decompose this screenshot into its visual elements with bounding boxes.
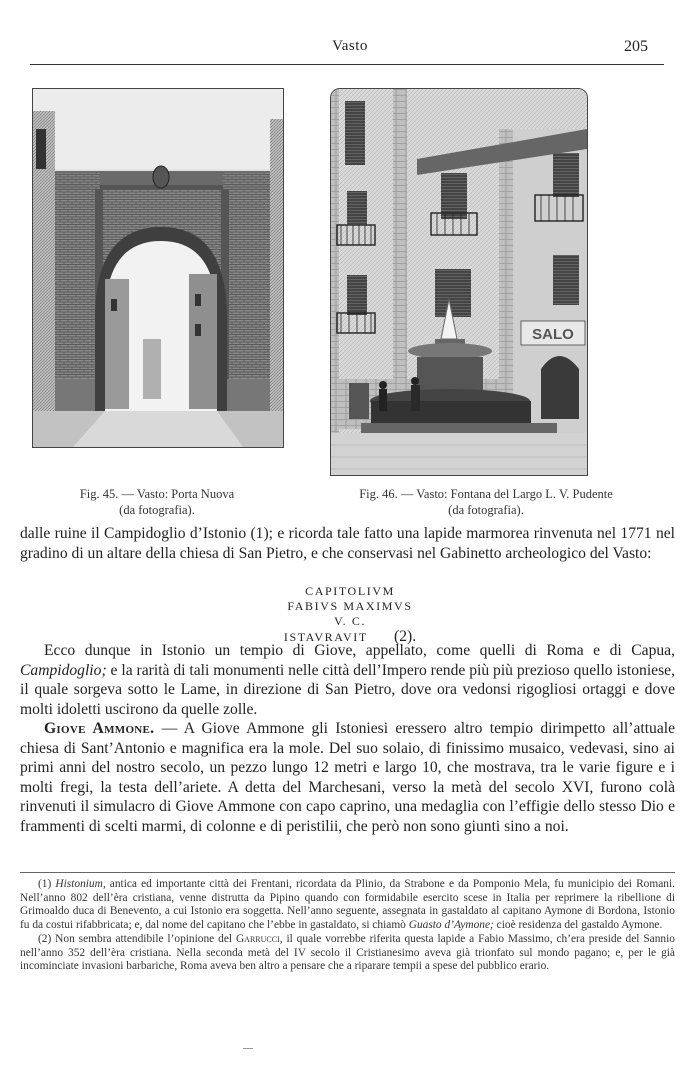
paragraph-2: [20, 641, 675, 719]
page-number: 205: [624, 38, 648, 55]
figure-fontana: [330, 88, 588, 476]
figure-45-caption-line1: Fig. 45. — Vasto: Porta Nuova: [79, 487, 235, 501]
footnote-1-italic: Histonium,: [55, 878, 106, 890]
figure-45-caption: [32, 486, 282, 518]
figure-45-caption-line2: (da fotografia).: [119, 503, 195, 517]
footnote-1-text-b: cioè residenza del gastaldo Aymone.: [493, 919, 663, 932]
figure-porta-nuova: [32, 88, 284, 448]
footnote-2-author: Garrucci: [235, 932, 280, 945]
paragraph-3: [20, 719, 675, 836]
footnote-2: [20, 933, 675, 974]
footnote-rule: [20, 872, 675, 873]
inscription-line-4-text: ISTAVRAVIT: [283, 630, 368, 644]
footnote-1-mark: (1): [38, 878, 52, 890]
running-header-title: Vasto: [332, 38, 368, 54]
header-rule: [30, 64, 664, 65]
inscription-line-1: CAPITOLIVM: [305, 584, 395, 598]
footnote-2-text-a: Non sembra attendibile l’opinione del: [51, 932, 236, 945]
footnote-2-mark: (2): [38, 932, 52, 945]
paragraph-3-text: — A Giove Ammone gli Istoniesi eressero altro tempio dirimpetto all’attuale chiesa di Sant’Antonio e magnifica era la mole. Del suo solaio, di finissimo musaico, vedevasi, sino ai primi anni del nostro secolo, un pezzo lungo 12 metri e largo 10, che mostrava, tra le varie figure e i molti fregi, la testa dell’ariete. A detta del Marchesani, verso la metà del secolo XVI, furono colà rinvenuti il simulacro di Giove Ammone con capo caprino, una medaglia con l’effigie dello stesso Dio e frammenti di scelti marmi, di colonne e di peristilii, che però non sono giunti sino a noi.: [20, 720, 676, 835]
paragraph-2-italic: Campidoglio;: [20, 661, 107, 679]
footnotes: [20, 878, 675, 974]
inscription-line-3: V. C.: [333, 614, 367, 628]
paragraph-2-part-2: e la rarità di tali monumenti nelle città dell’Impero rende più più prezioso quello istoniese, il quale sorgeva sotto le Lame, in direzione di San Pietro, dove ora vedonsi rigogliosi ortaggi e dove molti idoletti uscirono da quelle zolle.: [20, 661, 675, 718]
section-heading-giove-ammone: Giove Ammone.: [44, 720, 155, 737]
footnote-1-text-a: antica ed importante città dei Frentani, ricordata da Plinio, da Strabone e da Pomponio Mela, fu municipio dei Romani. Nell’anno 802 dell’èra cristiana, venne distrutta da Pipino quando con formidabile esercito scese in Italia per reprimere la ribellione di Grimoaldo duca di Benevento, a cui Istonio era soggetta. Nell’anno seguente, assegnata in gastaldato al capitano Aymone di Bordona, Istonio fu da costui rifabbricata; e, dal nome del capitano che l’ebbe in gastaldato, si chiamò: [20, 878, 675, 932]
inscription: [0, 584, 700, 645]
figure-46-caption-line1: Fig. 46. — Vasto: Fontana del Largo L. V. Pudente: [359, 487, 613, 501]
inscription-footnote-ref: (2).: [394, 628, 417, 645]
paragraph-1: dalle ruine il Campidoglio d’Istonio (1); e ricorda tale fatto una lapide marmorea rinvenuta nel 1771 nel gradino di un altare della chiesa di San Pietro, e che conservasi nel Gabinetto archeologico del Vasto:: [20, 525, 675, 562]
footnote-1: [20, 878, 675, 933]
shop-sign-text: SALO: [532, 326, 574, 343]
footer-mark: [243, 1048, 253, 1050]
footnote-2-text-b: , il quale vorrebbe riferita questa lapide a Fabio Massimo, ch’era preside del Sannio nell’anno 352 dell’èra cristiana. Nella seconda metà del IV secolo il Cristianesimo aveva già trionfato sul mondo pagano; e, per le già incominciate invasioni barbariche, Roma aveva ben altro a pensare che a riparare tempii a spese del pubblico erario.: [20, 932, 675, 973]
footnote-1-italic-2: Guasto d’Aymone;: [408, 919, 494, 932]
figure-46-caption: [300, 486, 672, 518]
paragraph-2-part-1: Ecco dunque in Istonio un tempio di Giove, appellato, come quelli di Roma e di Capua,: [44, 642, 675, 659]
figure-46-caption-line2: (da fotografia).: [448, 503, 524, 517]
inscription-line-2: FABIVS MAXIMVS: [287, 599, 413, 613]
